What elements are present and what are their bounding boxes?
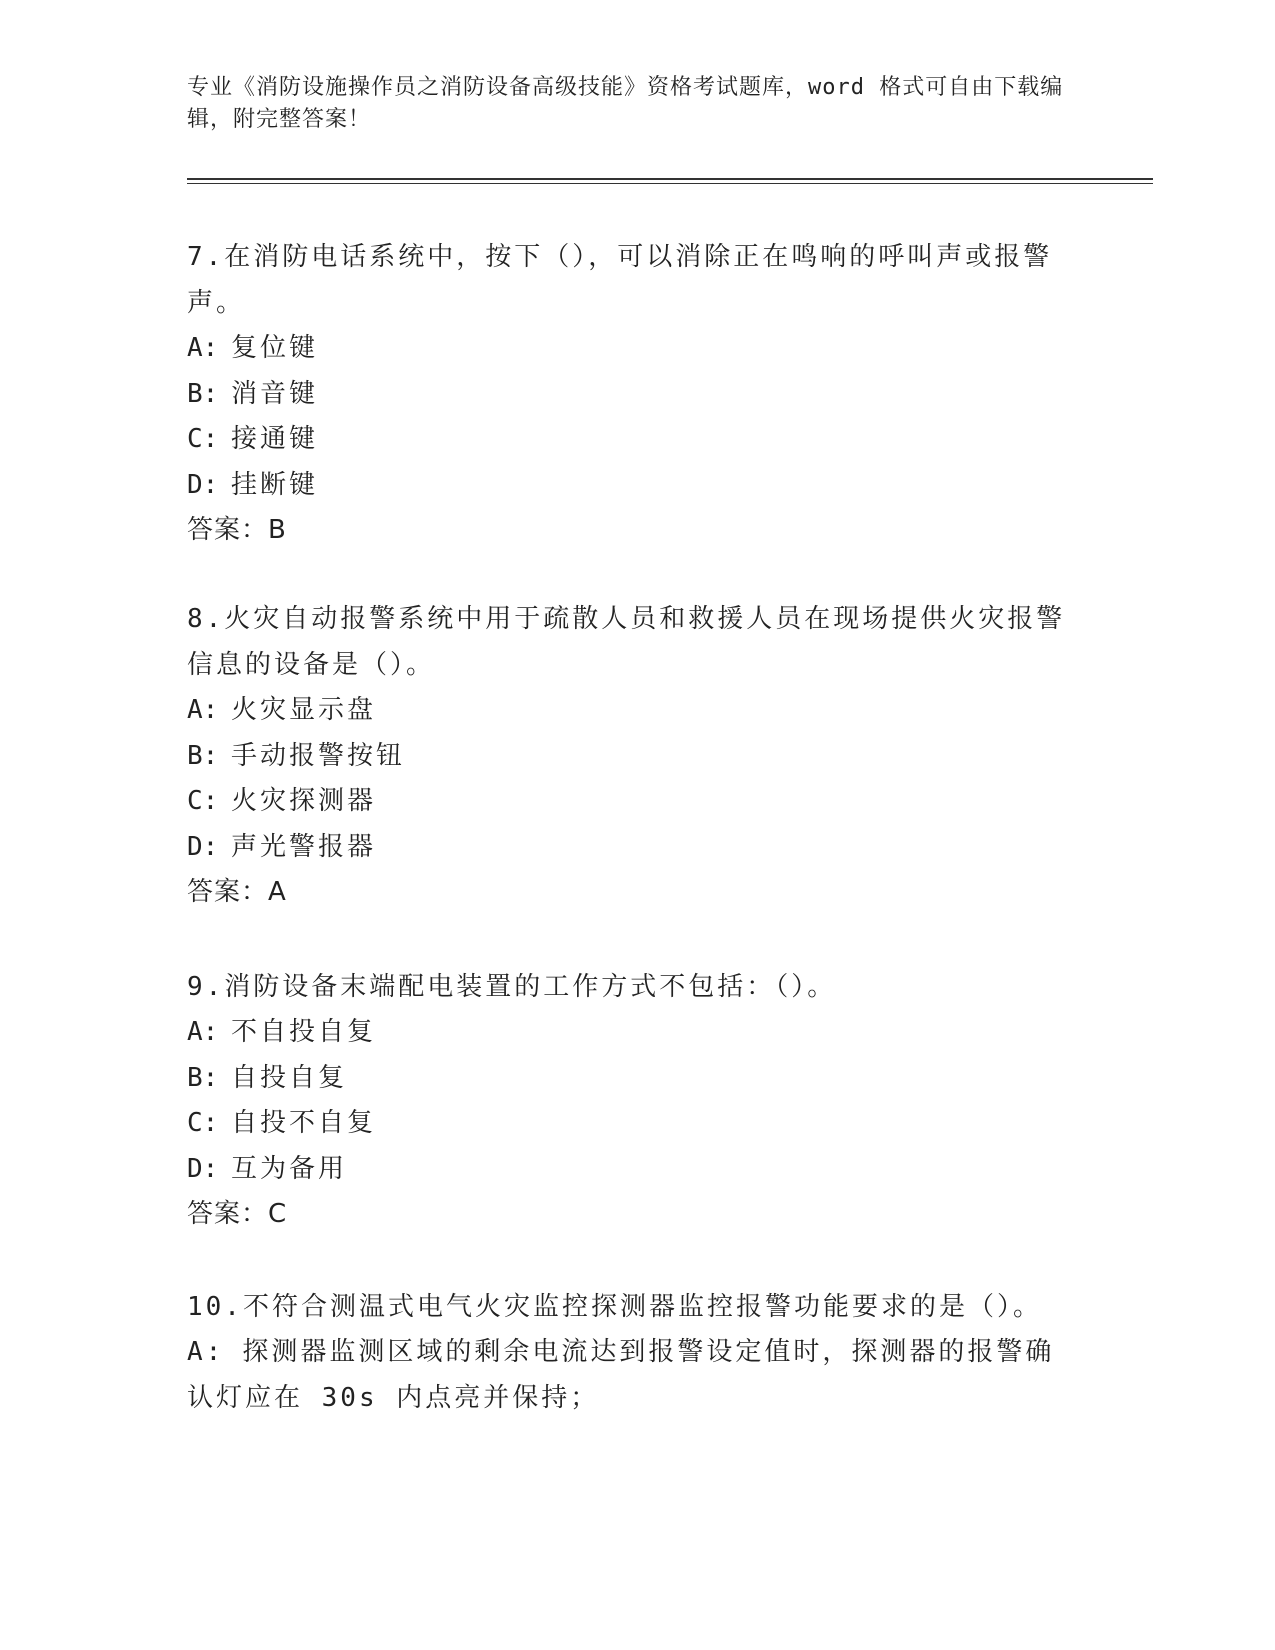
question-7	[187, 234, 1067, 554]
header-rule-thin	[187, 183, 1153, 184]
option-key: C:	[187, 1108, 219, 1138]
question-8	[187, 596, 1067, 916]
option-text: 火灾探测器	[231, 786, 377, 816]
option-text: 不自投自复	[231, 1017, 377, 1047]
document-header: 专业《消防设施操作员之消防设备高级技能》资格考试题库，word 格式可自由下载编辑，附完整答案！	[187, 75, 1064, 132]
option-text: 手动报警按钮	[231, 740, 406, 771]
question-stem: 8.火灾自动报警系统中用于疏散人员和救援人员在现场提供火灾报警信息的设备是（）。	[187, 604, 1066, 680]
option-key: A:	[187, 1337, 225, 1367]
option-c	[187, 417, 1067, 463]
option-text: 挂断键	[231, 469, 319, 500]
option-key: B:	[187, 378, 219, 409]
option-d	[187, 1147, 1067, 1193]
question-9	[187, 964, 1067, 1238]
option-key: D:	[187, 831, 219, 862]
answer-line: 答案：B	[187, 515, 287, 545]
option-c	[187, 1101, 1067, 1147]
option-text: 消音键	[231, 378, 319, 409]
option-key: C:	[187, 786, 219, 816]
option-text: 复位键	[231, 333, 319, 363]
option-key: D:	[187, 469, 219, 500]
option-key: A:	[187, 333, 219, 363]
option-text: 自投自复	[231, 1062, 348, 1093]
option-d	[187, 463, 1067, 509]
question-stem: 9.消防设备末端配电装置的工作方式不包括：（）。	[187, 972, 837, 1002]
option-c	[187, 779, 1067, 825]
option-text: 声光警报器	[231, 831, 377, 862]
answer-line: 答案：C	[187, 1199, 288, 1229]
option-b	[187, 372, 1067, 418]
option-text: 探测器监测区域的剩余电流达到报警设定值时，探测器的报警确认灯应在 30s 内点亮并保持；	[187, 1337, 1055, 1413]
option-key: B:	[187, 1062, 219, 1093]
option-key: C:	[187, 424, 219, 454]
option-text: 互为备用	[231, 1153, 348, 1184]
option-d	[187, 825, 1067, 871]
option-text: 接通键	[231, 424, 319, 454]
option-key: D:	[187, 1153, 219, 1184]
option-b	[187, 734, 1067, 780]
option-a	[187, 1330, 1067, 1421]
option-a	[187, 688, 1067, 734]
question-10	[187, 1284, 1067, 1421]
header-rule-thick	[187, 178, 1153, 180]
question-stem: 7.在消防电话系统中，按下（），可以消除正在鸣响的呼叫声或报警声。	[187, 242, 1053, 318]
option-a	[187, 326, 1067, 372]
option-a	[187, 1010, 1067, 1056]
option-key: B:	[187, 740, 219, 771]
option-key: A:	[187, 1017, 219, 1047]
option-text: 自投不自复	[231, 1108, 377, 1138]
answer-line: 答案：A	[187, 877, 287, 907]
option-key: A:	[187, 695, 219, 725]
option-text: 火灾显示盘	[231, 695, 377, 725]
option-b	[187, 1056, 1067, 1102]
question-stem: 10.不符合测温式电气火灾监控探测器监控报警功能要求的是（）。	[187, 1292, 1042, 1322]
